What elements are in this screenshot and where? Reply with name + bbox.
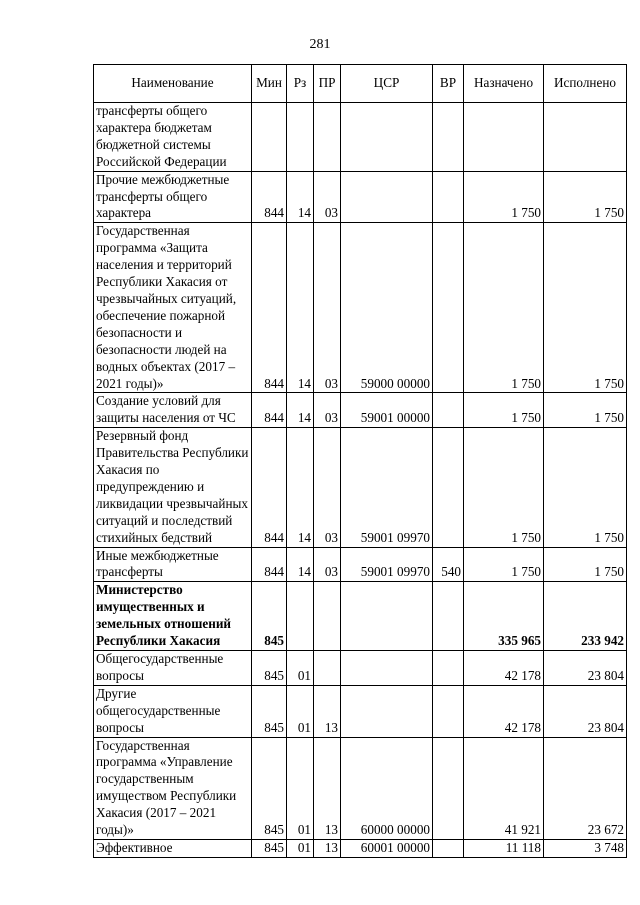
cell-min: 844 — [252, 428, 287, 547]
header-name: Наименование — [94, 65, 252, 103]
cell-naznacheno: 1 750 — [464, 223, 544, 393]
cell-csr: 59000 00000 — [341, 223, 433, 393]
table-row — [94, 651, 627, 686]
cell-naznacheno: 1 750 — [464, 171, 544, 223]
table-row — [94, 428, 627, 547]
cell-vr — [433, 171, 464, 223]
cell-csr: 60001 00000 — [341, 839, 433, 857]
cell-csr — [341, 651, 433, 686]
cell-rz — [287, 582, 314, 651]
cell-ispolneno: 23 672 — [544, 737, 627, 839]
header-min: Мин — [252, 65, 287, 103]
header-naznacheno: Назначено — [464, 65, 544, 103]
cell-name: Создание условий для защиты населения от ЧС — [94, 393, 252, 428]
cell-rz: 14 — [287, 223, 314, 393]
cell-csr: 59001 00000 — [341, 393, 433, 428]
header-csr: ЦСР — [341, 65, 433, 103]
cell-csr: 59001 09970 — [341, 547, 433, 582]
cell-rz: 14 — [287, 547, 314, 582]
cell-ispolneno: 1 750 — [544, 171, 627, 223]
cell-vr — [433, 103, 464, 172]
cell-rz — [287, 103, 314, 172]
cell-name: Иные межбюджетные трансферты — [94, 547, 252, 582]
cell-min: 845 — [252, 651, 287, 686]
cell-min: 844 — [252, 547, 287, 582]
table-row — [94, 839, 627, 857]
cell-name: трансферты общего характера бюджетам бюджетной системы Российской Федерации — [94, 103, 252, 172]
cell-csr: 59001 09970 — [341, 428, 433, 547]
table-row — [94, 737, 627, 839]
cell-ispolneno — [544, 103, 627, 172]
cell-ispolneno: 1 750 — [544, 223, 627, 393]
cell-ispolneno: 233 942 — [544, 582, 627, 651]
cell-rz: 01 — [287, 685, 314, 737]
cell-min: 845 — [252, 839, 287, 857]
header-pr: ПР — [314, 65, 341, 103]
cell-ispolneno: 3 748 — [544, 839, 627, 857]
header-vr: ВР — [433, 65, 464, 103]
cell-vr: 540 — [433, 547, 464, 582]
cell-naznacheno: 335 965 — [464, 582, 544, 651]
table-row — [94, 171, 627, 223]
cell-pr — [314, 651, 341, 686]
cell-name: Прочие межбюджетные трансферты общего характера — [94, 171, 252, 223]
table-body — [94, 103, 627, 858]
cell-naznacheno: 11 118 — [464, 839, 544, 857]
cell-min: 845 — [252, 582, 287, 651]
cell-naznacheno: 42 178 — [464, 651, 544, 686]
cell-naznacheno: 42 178 — [464, 685, 544, 737]
cell-min: 844 — [252, 393, 287, 428]
cell-pr: 13 — [314, 685, 341, 737]
cell-vr — [433, 737, 464, 839]
page-number: 281 — [309, 37, 331, 52]
cell-naznacheno: 41 921 — [464, 737, 544, 839]
budget-table — [93, 64, 627, 858]
cell-naznacheno — [464, 103, 544, 172]
cell-name: Государственная программа «Управление государственным имуществом Республики Хакасия (2017 – 2021 годы)» — [94, 737, 252, 839]
cell-rz: 01 — [287, 737, 314, 839]
table-row — [94, 685, 627, 737]
cell-ispolneno: 1 750 — [544, 428, 627, 547]
cell-rz: 14 — [287, 393, 314, 428]
table-row — [94, 223, 627, 393]
cell-csr — [341, 582, 433, 651]
cell-ispolneno: 1 750 — [544, 393, 627, 428]
cell-vr — [433, 582, 464, 651]
cell-csr: 60000 00000 — [341, 737, 433, 839]
cell-name: Эффективное — [94, 839, 252, 857]
cell-pr — [314, 103, 341, 172]
cell-min: 845 — [252, 685, 287, 737]
cell-csr — [341, 685, 433, 737]
cell-vr — [433, 428, 464, 547]
header-rz: Рз — [287, 65, 314, 103]
cell-naznacheno: 1 750 — [464, 547, 544, 582]
table-row — [94, 393, 627, 428]
cell-min: 845 — [252, 737, 287, 839]
cell-csr — [341, 103, 433, 172]
cell-min: 844 — [252, 171, 287, 223]
cell-ispolneno: 1 750 — [544, 547, 627, 582]
cell-vr — [433, 685, 464, 737]
cell-csr — [341, 171, 433, 223]
cell-pr: 03 — [314, 428, 341, 547]
cell-rz: 14 — [287, 171, 314, 223]
header-ispolneno: Исполнено — [544, 65, 627, 103]
table-row — [94, 547, 627, 582]
cell-vr — [433, 651, 464, 686]
cell-pr: 03 — [314, 393, 341, 428]
cell-rz: 01 — [287, 651, 314, 686]
cell-pr: 03 — [314, 171, 341, 223]
cell-ispolneno: 23 804 — [544, 685, 627, 737]
cell-pr — [314, 582, 341, 651]
cell-min: 844 — [252, 223, 287, 393]
cell-pr: 03 — [314, 547, 341, 582]
cell-vr — [433, 223, 464, 393]
cell-min — [252, 103, 287, 172]
cell-pr: 13 — [314, 737, 341, 839]
cell-rz: 14 — [287, 428, 314, 547]
cell-name: Общегосударственные вопросы — [94, 651, 252, 686]
table-header-row — [94, 65, 627, 103]
cell-rz: 01 — [287, 839, 314, 857]
table-row — [94, 103, 627, 172]
cell-name: Государственная программа «Защита населения и территорий Республики Хакасия от чрезвычайных ситуаций, обеспечение пожарной безопасности и безопасности людей на водных объектах (2017 – 2021 годы)» — [94, 223, 252, 393]
cell-naznacheno: 1 750 — [464, 428, 544, 547]
cell-pr: 03 — [314, 223, 341, 393]
cell-name: Министерство имущественных и земельных отношений Республики Хакасия — [94, 582, 252, 651]
cell-vr — [433, 393, 464, 428]
table-row — [94, 582, 627, 651]
cell-name: Резервный фонд Правительства Республики Хакасия по предупреждению и ликвидации чрезвычайных ситуаций и последствий стихийных бедствий — [94, 428, 252, 547]
cell-name: Другие общегосударственные вопросы — [94, 685, 252, 737]
cell-naznacheno: 1 750 — [464, 393, 544, 428]
cell-pr: 13 — [314, 839, 341, 857]
cell-ispolneno: 23 804 — [544, 651, 627, 686]
cell-vr — [433, 839, 464, 857]
